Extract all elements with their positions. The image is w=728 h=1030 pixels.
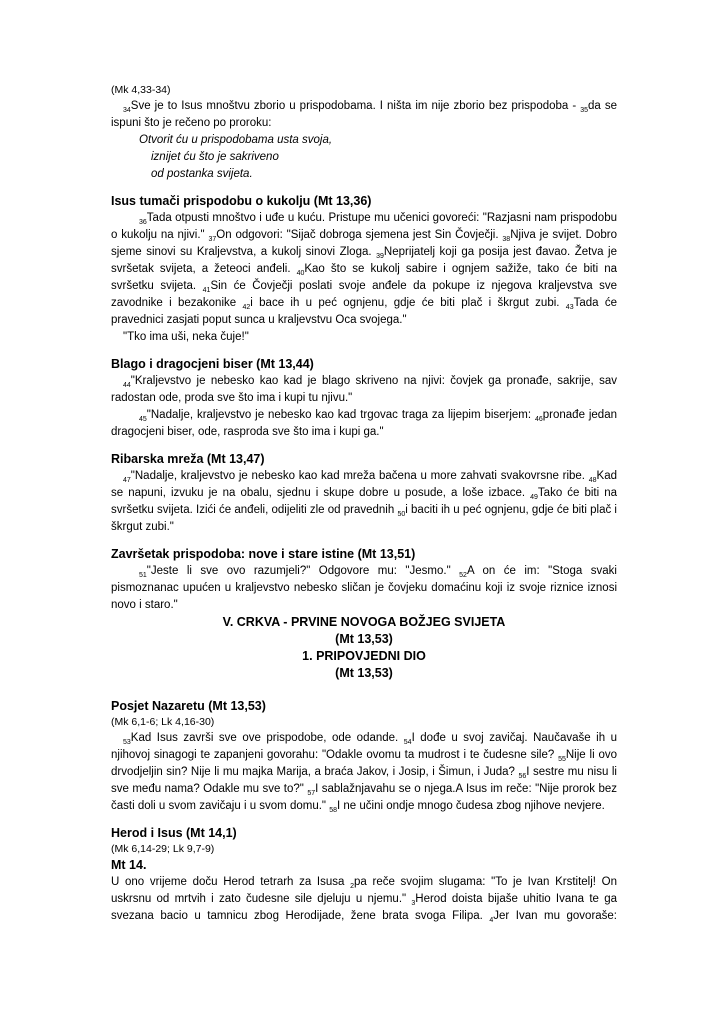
paragraph bbox=[111, 563, 617, 614]
verse-number: 53 bbox=[123, 739, 131, 746]
section-heading: Herod i Isus (Mt 14,1) bbox=[111, 826, 237, 840]
verse-number: 3 bbox=[411, 900, 416, 907]
paragraph bbox=[111, 468, 617, 536]
verse-number: 35 bbox=[580, 107, 589, 114]
paragraph bbox=[111, 98, 617, 132]
verse-number: 36 bbox=[139, 219, 147, 226]
poem-line: od postanka svijeta. bbox=[151, 168, 253, 180]
verse-number: 45 bbox=[139, 416, 147, 423]
verse-number: 2 bbox=[350, 883, 355, 890]
verse-number: 48 bbox=[588, 477, 597, 484]
paragraph: "Tko ima uši, neka čuje!" bbox=[123, 331, 249, 343]
poem-line: Otvorit ću u prispodobama usta svoja, bbox=[139, 134, 333, 146]
verse-text: Kad se napuni, izvuku je na obalu, sjednu i skupe dobre u posude, a loše izbace. bbox=[111, 470, 617, 499]
verse-text: Tada otpusti mnoštvo i uđe u kuću. Pristupe mu učenici govoreći: "Razjasni nam prispodobu o kukolju na njivi." bbox=[111, 212, 617, 241]
verse-text: Tako će biti na svršetku svijeta. Izići će anđeli, odijeliti zle od pravednih bbox=[111, 487, 618, 516]
verse-text: pa reče svojim slugama: "To je Ivan Krstitelj! On uskrsnu od mrtvih i zato čudesne sile djeluju u njemu." bbox=[111, 876, 617, 905]
verse-text: Kad Isus završi sve ove prispodobe, ode odande. bbox=[130, 732, 404, 744]
verse-number: 50 bbox=[397, 511, 406, 518]
verse-number: 46 bbox=[534, 416, 543, 423]
verse-number: 57 bbox=[307, 790, 316, 797]
verse-number: 40 bbox=[296, 270, 305, 277]
subsection-title-ref: (Mt 13,53) bbox=[335, 666, 393, 680]
section-heading: Blago i dragocjeni biser (Mt 13,44) bbox=[111, 357, 314, 371]
verse-text: Nije li ovo drvodjeljin sin? Nije li mu majka Marija, a braća Jakov, i Josip, i Šimun, i Juda? bbox=[111, 749, 618, 778]
cross-reference bbox=[111, 83, 617, 98]
verse-number: 42 bbox=[242, 304, 251, 311]
subsection-title: 1. PRIPOVJEDNI DIO bbox=[302, 649, 426, 663]
section-title-ref: (Mt 13,53) bbox=[335, 632, 393, 646]
verse-text: i bace ih u peć ognjenu, gdje će biti plač i škrgut zubi. bbox=[250, 297, 566, 309]
verse-text: A on će im: "Stoga svaki pismoznanac upućen u kraljevstvo nebesko sličan je čovjeku domaćinu koji iz svoje riznice iznosi novo i staro." bbox=[111, 565, 617, 611]
verse-number: 58 bbox=[329, 807, 337, 814]
verse-text: Sve je to Isus mnoštvu zborio u prispodobama. I ništa im nije zborio bez prispodoba - bbox=[130, 100, 581, 112]
verse-number: 56 bbox=[518, 773, 527, 780]
verse-text: pronađe jedan dragocjeni biser, ode, rasproda sve što ima i kupi ga." bbox=[111, 409, 617, 438]
verse-text: da se ispuni što je rečeno po proroku: bbox=[111, 100, 617, 129]
section-heading: Ribarska mreža (Mt 13,47) bbox=[111, 452, 265, 466]
verse-number: 43 bbox=[565, 304, 574, 311]
verse-number: 38 bbox=[502, 236, 511, 243]
verse-text: Herod doista bijaše uhitio Ivana te ga svezana bacio u tamnicu zbog Herodijade, žene brata svoga Filipa. bbox=[111, 893, 617, 922]
verse-text: Kao što se kukolj sabire i ognjem sažiže, tako će biti na svršetku svijeta. bbox=[111, 263, 617, 292]
verse-text: Njiva je svijet. Dobro sjeme sinovi su Kraljevstva, a kukolj sinovi Zloga. bbox=[111, 229, 617, 258]
verse-text: "Kraljevstvo je nebesko kao kad je blago skriveno na njivi: čovjek ga pronađe, sakrije, sav radostan ode, proda sve što ima i kupi tu njivu." bbox=[111, 375, 617, 404]
paragraph bbox=[111, 730, 617, 815]
verse-text: Jer Ivan mu govoraše: bbox=[493, 910, 618, 922]
paragraph bbox=[111, 373, 617, 407]
verse-number: 37 bbox=[208, 236, 217, 243]
verse-number: 47 bbox=[123, 477, 131, 484]
verse-number: 41 bbox=[202, 287, 211, 294]
verse-text: I ne učini ondje mnogo čudesa zbog njihove nevjere. bbox=[337, 800, 605, 812]
chapter-number: Mt 14. bbox=[111, 858, 147, 872]
cross-reference: (Mk 6,14-29; Lk 9,7-9) bbox=[111, 843, 215, 855]
verse-number: 4 bbox=[489, 917, 494, 924]
verse-text: "Jeste li sve ovo razumjeli?" Odgovore mu: "Jesmo." bbox=[146, 565, 460, 577]
verse-text: I dođe u svoj zavičaj. Naučavaše ih u njihovoj sinagogi te zapanjeni govorahu: "Odakle ovomu ta mudrost i te čudesne sile? bbox=[111, 732, 618, 761]
verse-text: "Nadalje, kraljevstvo je nebesko kao kad trgovac traga za lijepim biserjem: bbox=[146, 409, 535, 421]
section-heading: Posjet Nazaretu (Mt 13,53) bbox=[111, 699, 266, 713]
verse-text: Neprijatelj koji ga posija jest đavao. Žetva je svršetak svijeta, a žeteoci anđeli. bbox=[111, 246, 617, 275]
verse-text: I sestre mu nisu li sve među nama? Odakle mu sve to?" bbox=[111, 766, 617, 795]
poem-line: iznijet ću što je sakriveno bbox=[151, 151, 279, 163]
verse-text: Sin će Čovječji poslati svoje anđele da pokupe iz njegova kraljevstva sve zavodnike i bezakonike bbox=[111, 280, 618, 309]
ref-text: (Mk 4,33-34) bbox=[111, 84, 171, 96]
paragraph bbox=[111, 210, 617, 329]
section-heading: Isus tumači prispodobu o kukolju (Mt 13,36) bbox=[111, 194, 372, 208]
verse-text: "Nadalje, kraljevstvo je nebesko kao kad mreža bačena u more zahvati svakovrsne ribe. bbox=[130, 470, 589, 482]
verse-number: 34 bbox=[123, 107, 131, 114]
verse-number: 49 bbox=[530, 494, 538, 501]
verse-text: U ono vrijeme doču Herod tetrarh za Isusa bbox=[111, 876, 351, 888]
verse-number: 51 bbox=[139, 572, 147, 579]
cross-reference: (Mk 6,1-6; Lk 4,16-30) bbox=[111, 716, 215, 728]
verse-text: Tada će pravednici zasjati poput sunca u kraljevstvu Oca svojega." bbox=[111, 297, 617, 326]
paragraph bbox=[111, 874, 617, 925]
verse-number: 55 bbox=[558, 756, 566, 763]
verse-number: 44 bbox=[123, 382, 131, 389]
verse-text: I sablažnjavahu se o njega.A Isus im reče: "Nije prorok bez časti doli u svom zavičaju i u svom domu." bbox=[111, 783, 617, 812]
verse-number: 54 bbox=[403, 739, 412, 746]
verse-text: On odgovori: "Sijač dobroga sjemena jest Sin Čovječji. bbox=[216, 229, 503, 241]
verse-number: 52 bbox=[459, 572, 467, 579]
section-heading: Završetak prispodoba: nove i stare istine (Mt 13,51) bbox=[111, 547, 416, 561]
verse-text: i baciti ih u peć ognjenu, gdje će biti plač i škrgut zubi." bbox=[111, 504, 617, 533]
document-page bbox=[111, 83, 617, 925]
paragraph bbox=[111, 407, 617, 441]
section-title: V. CRKVA - PRVINE NOVOGA BOŽJEG SVIJETA bbox=[222, 615, 506, 629]
verse-number: 39 bbox=[376, 253, 384, 260]
